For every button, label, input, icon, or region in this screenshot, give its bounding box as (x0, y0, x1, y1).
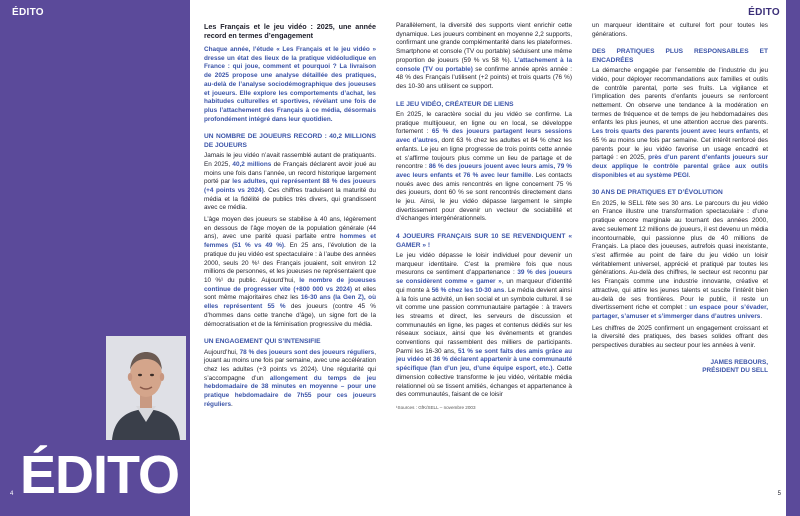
section-heading-gamer: 4 JOUEURS FRANÇAIS SUR 10 SE REVENDIQUENT « GAMER » ! (396, 233, 572, 249)
page-number-left: 4 (10, 491, 14, 497)
edito-large-title: ÉDITO (20, 445, 180, 505)
paragraph-supports (396, 22, 572, 92)
text-run: . Les contacts noués avec des amis rencontrés en ligne concernent 75 % des joueurs, dont 60 % se sont rencontrés directement dans le jeu. Ainsi, le jeu vidéo dépasse largement le simple divertissement pour devenir un vecteur de sociabilité et d’échanges intergénérationnels. (396, 171, 572, 223)
highlight-text: les adultes, qui représentent 88 % des joueurs (+4 points vs 2024) (204, 178, 376, 194)
section-heading-record-players: UN NOMBRE DE JOUEURS RECORD : 40,2 MILLIONS DE JOUEURS (204, 133, 376, 149)
text-run: L’âge moyen des joueurs se stabilise à 40 ans, légèrement en dessous de l’âge moyen de la population générale (44 ans), avec une parité quasi parfaite entre (204, 216, 376, 241)
portrait-illustration (106, 336, 186, 440)
highlight-text: un espace pour s’évader, partager, s’amuser et s’immerger dans d’autres univers (592, 304, 768, 320)
text-run: En 2025, le caractère social du jeu vidéo se confirme. La pratique multijoueur, en ligne ou en local, se développe fortement : (396, 111, 572, 136)
text-run: Jamais le jeu vidéo n’avait rassemblé autant de pratiquants. En 2025, (204, 152, 376, 168)
text-run: et elles sont même majoritaires chez les (204, 285, 376, 302)
highlight-text: Les trois quarts des parents jouent avec leurs enfants (592, 128, 759, 136)
text-run: , dont 63 % chez les adultes et 84 % chez les enfants. Le jeu en ligne progresse de trois points cette année et s’affirme toujours plus comme un lieu de partage et de rencontre : (396, 137, 572, 171)
highlight-text: 36 % déclarent appartenir à une communauté spécifique (fan d’un jeu, d’une équipe esport, etc.) (396, 356, 573, 373)
highlight-text: 39 % des joueurs se considèrent comme « gamer » (396, 269, 572, 286)
paragraph-record-players (204, 152, 376, 213)
text-run: . (760, 312, 763, 320)
text-column-2 (396, 22, 572, 416)
article-lead-paragraph: Chaque année, l’étude « Les Français et le jeu vidéo » dresse un état des lieux de la pratique vidéoludique en France : qui joue, comment et pourquoi ? La livraison de 2025 propose une analyse détaillée des pratiques, au-delà de l’analyse sociodémographique des joueuses et joueurs. Elle explore les comportements d’achat, les habitudes culturelles et sportives, révélant une fois de plus l’attachement des Français à ce média, désormais profondément intégré dans leur quotidien. (204, 46, 376, 123)
section-heading-links: LE JEU VIDÉO, CRÉATEUR DE LIENS (396, 100, 514, 108)
text-run: Le jeu vidéo dépasse le loisir individuel pour devenir un marqueur identitaire. C’est la première fois que nous mesurons ce sentiment d’appartenance : (396, 251, 572, 277)
signature-role: PRÉSIDENT DU SELL (702, 366, 768, 374)
text-column-3 (592, 22, 768, 375)
highlight-text: 40,2 millions (232, 160, 272, 168)
paragraph-responsible (592, 67, 768, 180)
footnote: ¹Sources : GfK/SELL – novembre 2003 (396, 404, 476, 410)
section-heading-responsible: DES PRATIQUES PLUS RESPONSABLES ET ENCADRÉES (592, 48, 768, 64)
header-section-label-right: ÉDITO (748, 7, 780, 18)
paragraph-average-age (204, 216, 376, 329)
paragraph-gamer (396, 252, 572, 400)
text-run: . Cette dimension collective transforme le jeu vidéo, véritable média relationnel où se tissent amitiés, échanges et appartenance à des communautés, faisant de ce loisir (396, 365, 573, 399)
header-section-label-left: ÉDITO (12, 7, 44, 18)
signature-name: JAMES REBOURS, (710, 358, 768, 366)
highlight-text: 56 % chez les 10-30 ans (431, 286, 505, 294)
paragraph-30-years (592, 200, 768, 322)
section-heading-30-years: 30 ANS DE PRATIQUES ET D’ÉVOLUTION (592, 189, 723, 197)
right-purple-band (786, 0, 800, 516)
text-column-1 (204, 22, 376, 413)
highlight-text: le nombre de joueuses continue de progresser vite (+800 000 vs 2024) (204, 276, 376, 293)
section-heading-engagement: UN ENGAGEMENT QUI S’INTENSIFIE (204, 338, 321, 346)
text-run: . (231, 400, 233, 408)
highlight-text: 78 % des joueurs sont des joueurs réguliers (239, 348, 375, 356)
paragraph-continuation: un marqueur identitaire et culturel fort pour toutes les générations. (592, 22, 768, 38)
text-run: . En 25 ans, l’évolution de la pratique du jeu vidéo est spectaculaire : à l’aube des années 2000, seuls 20 %¹ des Français jouaient, soit environ 12 millions de personnes, et les joueuses ne représentaient que 10 %¹ du public. Aujourd’hui, (204, 242, 376, 284)
text-run: et (423, 356, 434, 364)
text-run: , jouant au moins une fois par semaine, avec une accélération chez les adultes (+3 points vs 2024). Une régularité qui s’accompagne d’un (204, 348, 376, 382)
paragraph-conclusion: Les chiffres de 2025 confirment un engagement croissant et la diversité des pratiques, des bases solides offrant des perspectives durables au secteur pour les années à venir. (592, 324, 768, 350)
article-title: Les Français et le jeu vidéo : 2025, une année record en termes d’engagement (204, 22, 376, 40)
highlight-text: hommes et femmes (51 % vs 49 %) (204, 233, 376, 250)
paragraph-engagement (204, 349, 376, 410)
text-run: , et 65 % au moins une fois par semaine. Cet intérêt renforcé des parents pour le jeu vidéo favorise un usage encadré et partagé : en 2025, (592, 128, 768, 162)
text-run: . Le média devient ainsi à la fois une activité, un lien social et un symbole culturel. Il se vit comme une passion communautaire partagée : à travers les streams et direct, les serveurs de discussion et communautés en ligne, les pages et contenus dédiés sur les réseaux sociaux, ainsi que les événements et grandes conventions qui rassemblent des milliers de participants. Parmi les 16-30 ans, (396, 286, 572, 355)
text-run: En 2025, le SELL fête ses 30 ans. Le parcours du jeu vidéo en France illustre une transformation spectaculaire : d’une pratique encore marginale au tournant des années 2000, avec seulement 12 millions de joueurs, il est devenu un média incontournable, qui passionne plus de 40 millions de Français. La place des joueuses, autrefois quasi inexistante, s’est affirmée au point de faire du jeu vidéo un loisir véritablement universel, apprécié et pratiqué par toutes les générations. Au-delà des chiffres, le secteur est reconnu par les Français comme une industrie innovante, créative et attractive, qui attire les jeunes talents et suscite l’intérêt bien au-delà de ses frontières. Pour le public, il reste un divertissement riche et complet : (592, 199, 768, 312)
text-run: des joueurs (contre 45 % d’hommes dans cette tranche d’âge), un signe fort de la démocratisation et de la féminisation progressive du média. (204, 303, 376, 328)
text-run: de Français déclarent avoir joué au moins une fois dans l’année, un record historique largement porté par (204, 160, 376, 186)
text-run: se confirme année après année : 48 % des Français l’utilisent (+2 points) et trois quarts (76 %) des 10-30 ans utilisent ce support. (396, 65, 572, 90)
text-run: . (688, 171, 691, 179)
highlight-text: L’attachement à la console (TV ou portable) (396, 56, 572, 73)
text-run: , un marqueur d’identité qui monte à (396, 278, 572, 294)
text-run: . Ces chiffres traduisent la maturité du média et la fidélité de publics très divers, qui grandissent avec ce média. (204, 186, 376, 212)
highlight-text: 51 % se sont faits des amis grâce au jeu vidéo (396, 347, 572, 364)
highlight-text: 65 % des joueurs partagent leurs sessions avec d’autres (396, 128, 572, 145)
highlight-text: près d’un parent d’enfants joueurs sur deux applique le contrôle parental grâce aux outils disponibles et au système PEGI (592, 154, 768, 179)
text-run: Parallèlement, la diversité des supports vient enrichir cette dynamique. Les joueurs combinent en moyenne 2,2 supports, confirmant une grande complémentarité dans les plateformes. Smartphone et console (TV ou portable) séduisent une même proportion de joueurs (59 % vs 58 %). (396, 22, 572, 64)
highlight-text: 16-30 ans (la Gen Z), où elles représentent 55 % (204, 294, 376, 311)
paragraph-social (396, 111, 572, 224)
page-number-right: 5 (777, 491, 781, 497)
text-run: Aujourd’hui, (204, 348, 240, 356)
author-portrait-photo (106, 336, 186, 440)
signature (592, 359, 768, 375)
highlight-text: allongement du temps de jeu hebdomadaire de 38 minutes en moyenne – pour une pratique hebdomadaire de 7h55 pour ces joueurs réguliers (204, 374, 376, 408)
text-run: La démarche engagée par l’ensemble de l’industrie du jeu vidéo, pour déployer recommandations aux familles et outils de contrôle parental, porte ses fruits. La vigilance et l’implication des parents d’enfants joueurs se renforcent nettement. On observe une tendance à la modération en termes de fréquence et de temps de jeu hebdomadaires des enfants les plus jeunes, et une attention accrue des parents. (592, 67, 768, 127)
highlight-text: 86 % des joueurs jouent avec leurs amis, 79 % avec leurs enfants et 76 % avec leur famille (396, 163, 572, 179)
